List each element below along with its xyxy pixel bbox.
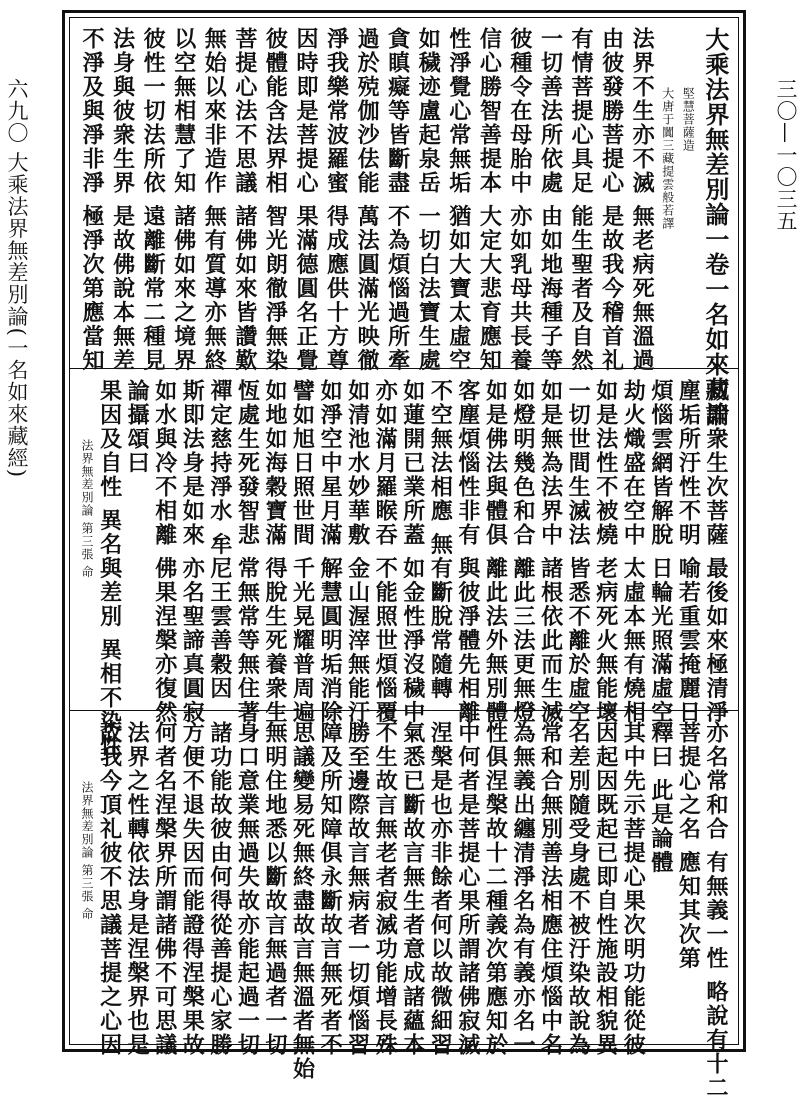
verse-column: 貪瞋癡等皆斷盡 不為煩惱過所牽 — [384, 27, 411, 373]
verse-column: 彼體能含法界相 智光朗徹淨無染 — [262, 27, 289, 373]
page-footer-note: 法界無差別論 第三張 命 — [80, 439, 94, 579]
verse-column: 法身與彼衆生界 是故佛說本無差 — [109, 27, 136, 373]
prose-column: 常和合無別善法相應住煩惱中名 — [537, 721, 564, 1057]
verse-column: 如清池水妙華敷 金山渥滓無能汙 — [344, 379, 371, 725]
verse-column: 信心勝智善提本 大定大悲育應知 — [476, 27, 503, 373]
prose-column: 法界之性轉依法身是涅槃界也是 — [124, 721, 151, 1057]
verse-column: 如穢迹盧起泉岳 一切白法寶生處 — [415, 27, 442, 373]
verse-column: 客塵煩惱性非有 與彼淨體先相離 — [454, 379, 481, 725]
author-line: 堅慧菩薩造 — [681, 87, 696, 152]
verse-column: 如淨空中星月滿 解慧圓明垢消除 — [317, 379, 344, 725]
verse-column: 法界不生亦不滅 無老病死無溫過 — [629, 27, 656, 373]
verse-column: 如蓮開已業所蓋 如金性淨沒穢中 — [399, 379, 426, 725]
prose-column: 思議變易死無終盡故言無溫者無始 — [289, 721, 316, 1081]
verse-column: 斯即法身是如來 亦名聖諦真圓寂 — [179, 379, 206, 725]
prose-column: 因起因既起已即自性施設相貌異 — [592, 721, 619, 1057]
prose-column: 方便不退失因而能證得涅槃果故 — [179, 721, 206, 1057]
prose-column: 無明住地悉以斷故言無過者一切 — [261, 721, 288, 1057]
verse-column: 如是佛法與體俱 離此法外無別體 — [482, 379, 509, 725]
verse-column: 果因及自性 異名與差別 異相不染性 — [96, 379, 123, 759]
verse-column: 彼性一切法所依 遠離斷常二種見 — [140, 27, 167, 373]
verse-column: 塵垢所汙性不明 喻若重雲掩麗日 — [675, 379, 702, 725]
right-margin-page-number: 三〇—一〇三五 — [774, 78, 798, 232]
verse-column: 淨我樂常波羅蜜 得成應供十方尊 — [323, 27, 350, 373]
page-frame — [62, 10, 746, 1100]
prose-column: 名差別隨受身處不被汙染故說為 — [565, 721, 592, 1057]
verse-column: 由彼發勝菩提心 是故我今稽首礼 — [598, 27, 625, 373]
translator-line: 大唐于闐三藏提雲般若譯 — [660, 87, 675, 230]
verse-column: 禪定慈持淨水 牟尼王雲善穀因 — [206, 379, 233, 701]
verse-column: 譬如旭日照世間 千光晃耀普周遍 — [289, 379, 316, 725]
verse-column: 如水與冷不相離 佛果涅槃亦復然 — [151, 379, 178, 725]
prose-column: 其中先示菩提心果次明功能從彼 — [620, 721, 647, 1057]
verse-column: 菩提心法不思議 諸佛如來皆讚歎 — [231, 27, 258, 373]
verse-column: 彼種令在母胎中 亦如乳母共長養 — [506, 27, 533, 373]
prose-column: 不生故言無老者寂滅功能增長殊 — [372, 721, 399, 1057]
prose-column: 性俱涅槃故十二種義次第應知於 — [482, 721, 509, 1057]
text-panel-2 — [73, 375, 735, 759]
verse-column: 不空無法相應 無有斷脫常隨轉 — [427, 379, 454, 701]
prose-column: 障及所知障俱永斷故言無死者不 — [317, 721, 344, 1057]
prose-column: 身口意業無過失故亦能起過一切 — [234, 721, 261, 1057]
prose-column: 故我今頂礼彼不思議菩提之心因 — [96, 721, 123, 1057]
verse-column: 無始以來非造作 無有質導亦無終 — [201, 27, 228, 373]
text-panel-3 — [73, 717, 735, 1100]
verse-column: 因時即是菩提心 果滿德圓名正覺 — [292, 27, 319, 373]
verse-column: 性淨覺心常無垢 猶如大寶太虛空 — [445, 27, 472, 373]
prose-column: 何者名涅槃界所謂諸佛不可思議 — [151, 721, 178, 1057]
verse-column: 一切善法所依處 由如地海種子等 — [537, 27, 564, 373]
verse-column: 亦名常和合 有無義一性 略說有十二 — [702, 721, 729, 1100]
verse-column: 如是無為法界中 諸根依此而生滅 — [537, 379, 564, 725]
verse-column: 煩惱雲網皆解脫 日輪光照滿虛空 — [647, 379, 674, 725]
verse-column: 論攝頌曰 — [124, 379, 151, 475]
verse-column: 過於殑伽沙佉能 萬法圓滿光映徹 — [354, 27, 381, 373]
prose-column: 中何者是菩提心果所謂諸佛寂滅 — [454, 721, 481, 1057]
verse-column: 菩提心之名 應知其次第 — [675, 721, 702, 971]
treatise-title: 大乘法界無差別論一卷一名如來藏論 — [700, 27, 730, 427]
left-margin-label: 六九〇 大乘法界無差別論(一名如來藏經) — [5, 78, 29, 479]
verse-column: 不淨及與淨非淨 極淨次第應當知 — [79, 27, 105, 373]
prose-column: 為無義出纏清淨名為有義亦名一 — [510, 721, 536, 1057]
prose-column: 氣悉已斷故言無生者意成諸蘊本 — [399, 721, 426, 1057]
verse-column: 如是法性不被燒 老病死火無能壞 — [592, 379, 619, 725]
verse-column: 以空無相慧了知 諸佛如來之境界 — [170, 27, 197, 373]
verse-column: 有情菩提心具足 能生聖者及自然 — [568, 27, 594, 373]
verse-column: 如地如海穀寶滿 得脫生死養衆生 — [261, 379, 288, 725]
prose-column: 釋曰 此是論體 — [647, 721, 674, 875]
prose-column: 涅槃是也亦非餘者何以故微細習 — [427, 721, 454, 1057]
verse-column: 如燈明幾色和合 離此三法更無燈 — [510, 379, 536, 725]
verse-column: 初即衆生次菩薩 最後如來極清淨 — [702, 379, 729, 725]
verse-column: 一切世間生滅法 皆悉不離於虛空 — [565, 379, 592, 725]
verse-column: 劫火熾盛在空中 太虛本無有燒相 — [620, 379, 647, 725]
page-footer-note: 法界無差別論 第三張 命 — [80, 781, 94, 921]
prose-column: 勝至邊際故言無病者一切煩惱習 — [344, 721, 371, 1057]
verse-column: 亦如滿月羅睺吞 不能照世煩惱覆 — [372, 379, 399, 725]
verse-column: 恆處生死發智悲 常無常等無住著 — [234, 379, 261, 725]
prose-column: 諸功能故彼由何得從善提心家勝 — [206, 721, 233, 1057]
